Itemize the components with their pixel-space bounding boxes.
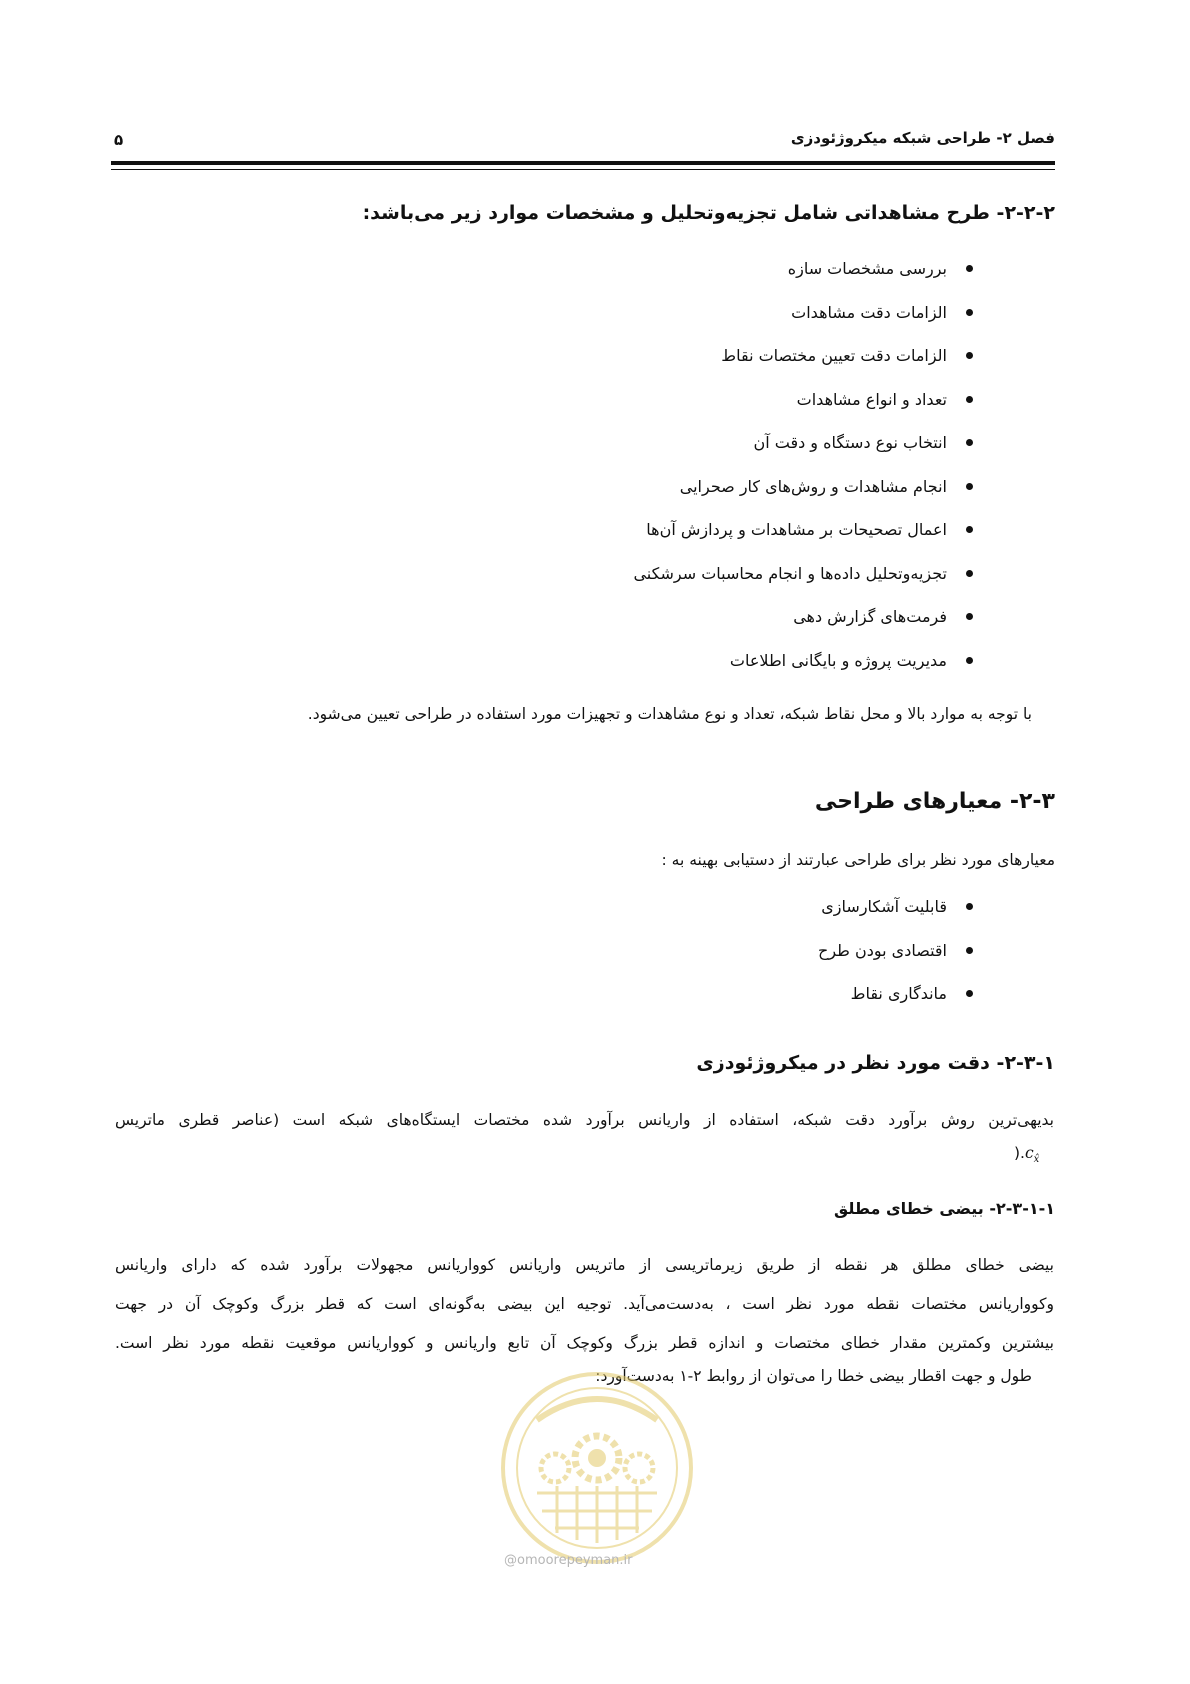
section-2-3-1-heading: ۲-۳-۱- دقت مورد نظر در میکروژئودزی	[696, 1052, 1055, 1074]
header-rule-thin	[111, 169, 1055, 170]
section-2-3-1-1-line-1: بیضی خطای مطلق هر نقطه از طریق زیرماتریسی از ماتریس واریانس کوواریانس مجهولات برآورد شده که دارای واریانس	[115, 1256, 1054, 1274]
running-header-title: فصل ۲- طراحی شبکه میکروژئودزی	[790, 129, 1055, 147]
list-item: اعمال تصحیحات بر مشاهدات و پردازش آن‌ها	[633, 517, 973, 561]
design-criteria-list	[818, 894, 973, 1025]
header-rule-thick	[111, 161, 1055, 165]
list-item: الزامات دقت مشاهدات	[633, 300, 973, 344]
bullet-icon	[966, 526, 973, 533]
list-item: انجام مشاهدات و روش‌های کار صحرایی	[633, 474, 973, 518]
bullet-icon	[966, 947, 973, 954]
section-2-3-1-1-line-2: وکوواریانس مختصات نقطه مورد نظر است ، به‌دست‌می‌آید. توجیه این بیضی به‌گونه‌ای است که قطر بزرگ وکوچک آن در جهت	[115, 1295, 1054, 1313]
bullet-icon	[966, 439, 973, 446]
covariance-symbol: c	[1024, 1144, 1034, 1162]
page-number: ۵	[114, 131, 124, 149]
watermark-seal-logo	[497, 1368, 697, 1568]
bullet-icon	[966, 990, 973, 997]
bullet-icon	[966, 265, 973, 272]
section-2-2-2-heading: ۲-۲-۲- طرح مشاهداتی شامل تجزیه‌وتحلیل و مشخصات موارد زیر می‌باشد:	[362, 202, 1055, 224]
bullet-icon	[966, 903, 973, 910]
section-2-3-1-1-heading: ۲-۳-۱-۱- بیضی خطای مطلق	[833, 1199, 1055, 1218]
closing-parenthesis: ).	[1014, 1144, 1025, 1162]
list-item: ماندگاری نقاط	[818, 981, 973, 1025]
list-item: قابلیت آشکارسازی	[818, 894, 973, 938]
bullet-icon	[966, 309, 973, 316]
list-item: تعداد و انواع مشاهدات	[633, 387, 973, 431]
bullet-icon	[966, 483, 973, 490]
list-item: تجزیه‌وتحلیل داده‌ها و انجام محاسبات سرشکنی	[633, 561, 973, 605]
section-2-3-1-1-line-3: بیشترین وکمترین مقدار خطای مختصات و اندازه قطر بزرگ وکوچک آن تابع واریانس و کوواریانس موقعیت نقطه مورد نظر است.	[115, 1334, 1054, 1352]
observation-plan-list	[633, 256, 973, 691]
section-2-3-1-line-1: بدیهی‌ترین روش برآورد دقت شبکه، استفاده از واریانس برآورد شده مختصات ایستگاه‌های شبکه است (عناصر قطری ماتریس	[115, 1111, 1054, 1129]
watermark-site: @omoorepeyman.ir	[504, 1553, 633, 1568]
bullet-icon	[966, 657, 973, 664]
list-item: فرمت‌های گزارش دهی	[633, 604, 973, 648]
section-2-2-2-conclusion: با توجه به موارد بالا و محل نقاط شبکه، تعداد و نوع مشاهدات و تجهیزات مورد استفاده در طراحی تعیین می‌شود.	[307, 705, 1032, 723]
list-item: مدیریت پروژه و بایگانی اطلاعات	[633, 648, 973, 692]
list-item: انتخاب نوع دستگاه و دقت آن	[633, 430, 973, 474]
section-2-3-intro: معیارهای مورد نظر برای طراحی عبارتند از دستیابی بهینه به :	[661, 851, 1055, 869]
bullet-icon	[966, 396, 973, 403]
list-item: اقتصادی بودن طرح	[818, 938, 973, 982]
bullet-icon	[966, 570, 973, 577]
bullet-icon	[966, 613, 973, 620]
list-item: بررسی مشخصات سازه	[633, 256, 973, 300]
section-2-3-1-1-line-4: طول و جهت اقطار بیضی خطا را می‌توان از روابط ۲-۱ به‌دست‌آورد:	[595, 1367, 1032, 1385]
list-item: الزامات دقت تعیین مختصات نقاط	[633, 343, 973, 387]
section-2-3-1-line-2	[1014, 1144, 1039, 1165]
bullet-icon	[966, 352, 973, 359]
section-2-3-heading: ۲-۳- معیارهای طراحی	[814, 789, 1055, 814]
covariance-symbol-subscript: x̂	[1033, 1154, 1040, 1165]
